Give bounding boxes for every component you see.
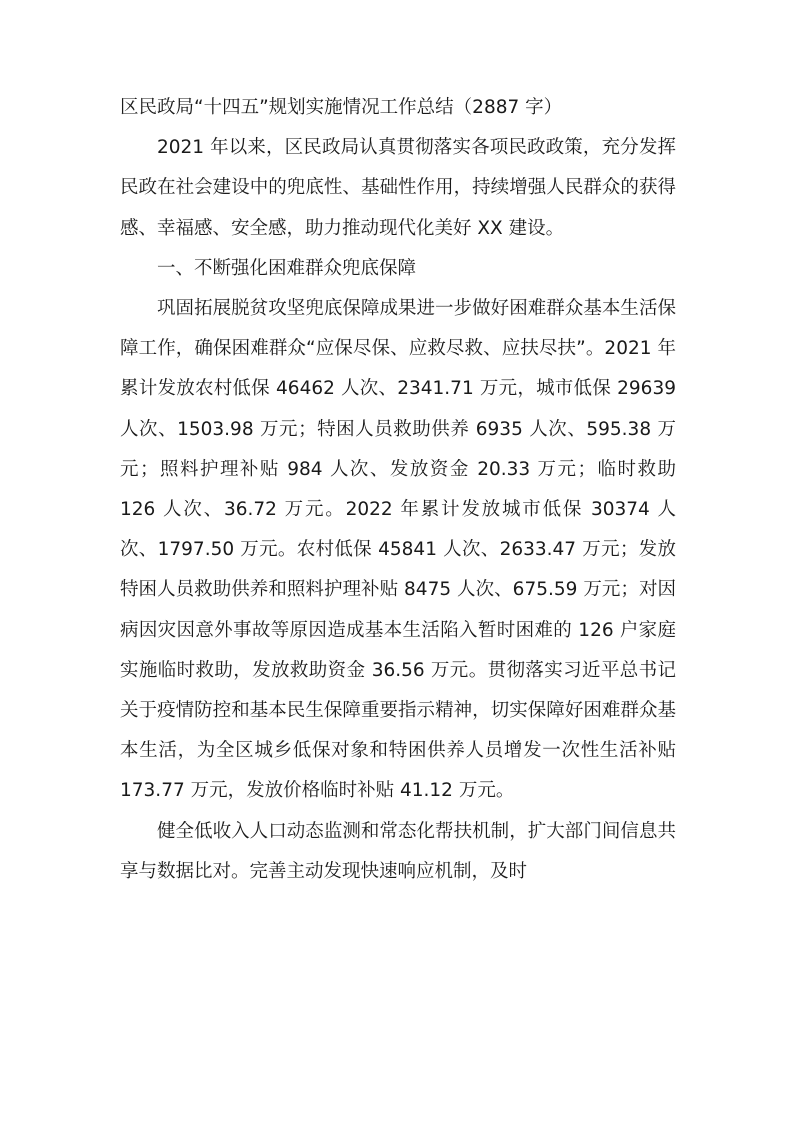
document-body bbox=[120, 88, 676, 892]
intro-paragraph: 2021 年以来，区民政局认真贯彻落实各项民政政策，充分发挥民政在社会建设中的兜底性、基础性作用，持续增强人民群众的获得感、幸福感、安全感，助力推动现代化美好 XX 建设。 bbox=[120, 137, 676, 239]
body-paragraph: 健全低收入人口动态监测和常态化帮扶机制，扩大部门间信息共享与数据比对。完善主动发现快速响应机制，及时 bbox=[120, 820, 676, 882]
document-title: 区民政局“十四五”规划实施情况工作总结（2887 字） bbox=[120, 97, 563, 118]
section-heading: 一、不断强化困难群众兜底保障 bbox=[157, 257, 417, 279]
body-paragraph: 巩固拓展脱贫攻坚兜底保障成果进一步做好困难群众基本生活保障工作，确保困难群众“应保尽保、应救尽救、应扶尽扶”。2021 年累计发放农村低保 46462 人次、2341.71 万元，城市低保 29639 人次、1503.98 万元；特困人员救助供养 6935 人次、595.38 万元；照料护理补贴 984 人次、发放资金 20.33 万元；临时救助 126 人次、36.72 万元。2022 年累计发放城市低保 30374 人次、1797.50 万元。农村低保 45841 人次、2633.47 万元；发放特困人员救助供养和照料护理补贴 8475 人次、675.59 万元；对因病因灾因意外事故等原因造成基本生活陷入暂时困难的 126 户家庭实施临时救助，发放救助资金 36.56 万元。贯彻落实习近平总书记关于疫情防控和基本民生保障重要指示精神，切实保障好困难群众基本生活，为全区城乡低保对象和特困供养人员增发一次性生活补贴 173.77 万元，发放价格临时补贴 41.12 万元。 bbox=[120, 298, 676, 802]
